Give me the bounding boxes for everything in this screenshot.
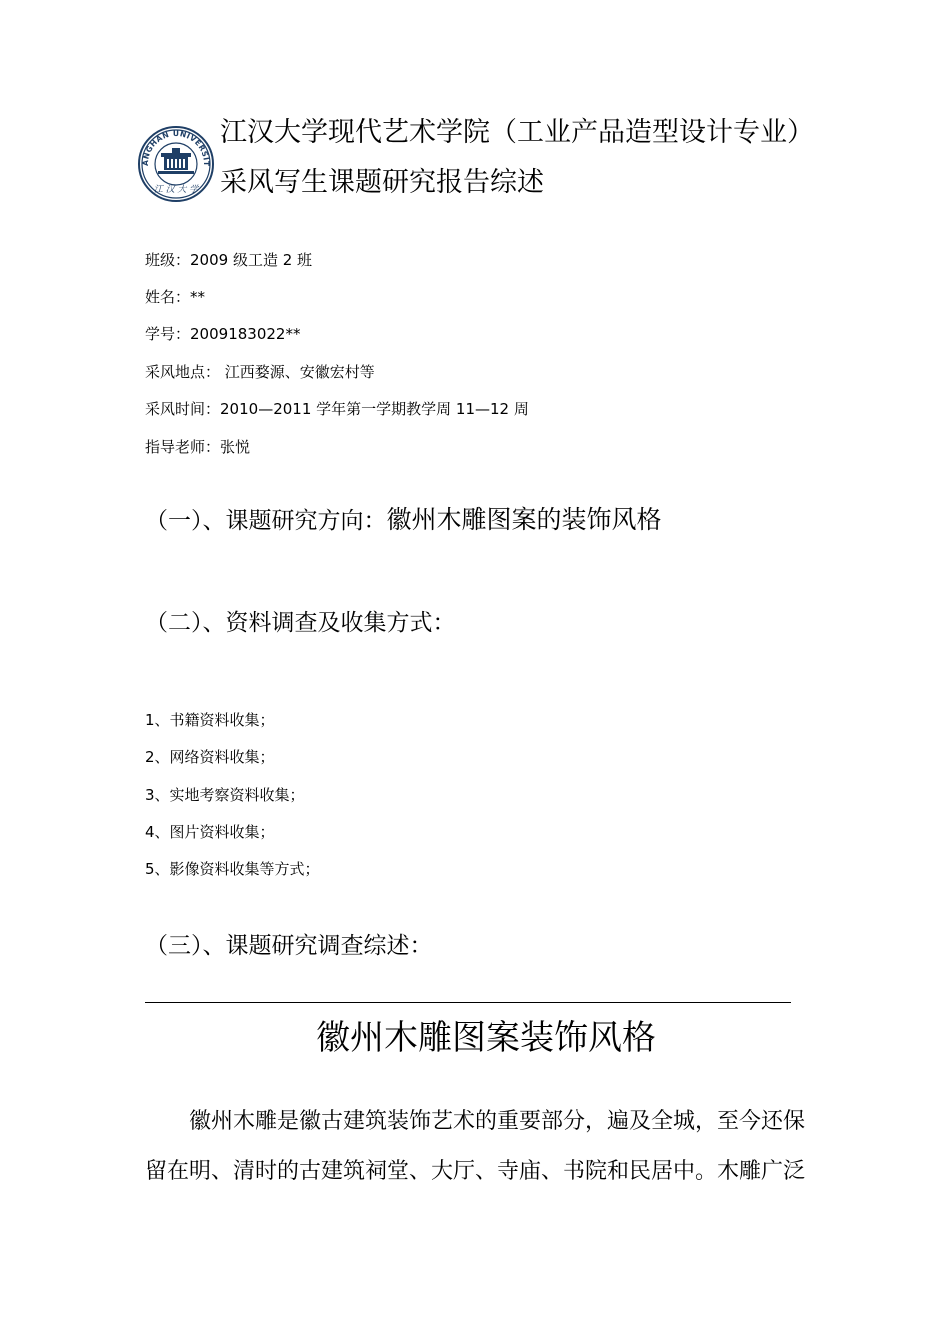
svg-text:江 汉 大 学: 江 汉 大 学 — [153, 185, 199, 195]
name-value: ** — [190, 288, 206, 306]
svg-text:JIANGHAN UNIVERSITY: ANGHAN UNIVERSIT — [140, 128, 212, 167]
horizontal-divider — [145, 1002, 791, 1003]
name-label: 姓名： — [145, 288, 191, 306]
section-data-collection — [145, 604, 456, 637]
student-id-info — [145, 323, 300, 344]
section-research-summary — [145, 927, 433, 960]
teacher-label: 指导老师： — [145, 438, 221, 456]
location-value: 江西婺源、安徽宏村等 — [220, 363, 375, 381]
name-info — [145, 286, 205, 307]
section-1-topic: 徽州木雕图案的装饰风格 — [386, 505, 662, 534]
teacher-value: 张悦 — [220, 438, 251, 456]
teacher-info — [145, 436, 250, 457]
student-id-label: 学号： — [145, 325, 191, 343]
student-id-value: 2009183022** — [190, 325, 301, 343]
article-title: 徽州木雕图案装饰风格 — [316, 1018, 656, 1058]
time-info — [145, 398, 529, 419]
report-title-line-2: 采风写生课题研究报告综述 — [220, 167, 544, 198]
article-paragraph-line-2: 留在明、清时的古建筑祠堂、大厅、寺庙、书院和民居中。木雕广泛 — [145, 1159, 806, 1184]
time-value: 2010—2011 学年第一学期教学周 11—12 周 — [220, 400, 529, 418]
list-item: 4、图片资料收集； — [145, 823, 275, 841]
section-research-direction — [145, 500, 662, 536]
location-info — [145, 361, 375, 382]
university-seal-icon — [138, 126, 214, 202]
report-title-line-1: 江汉大学现代艺术学院（工业产品造型设计专业） — [220, 117, 814, 148]
time-label: 采风时间： — [145, 400, 221, 418]
list-item: 2、网络资料收集； — [145, 748, 275, 766]
class-value: 2009 级工造 2 班 — [190, 251, 313, 269]
section-2-label: （二）、资料调查及收集方式： — [145, 610, 456, 636]
list-item: 3、实地考察资料收集； — [145, 786, 305, 804]
article-paragraph-line-1: 徽州木雕是徽古建筑装饰艺术的重要部分，遍及全城，至今还保 — [189, 1109, 806, 1134]
class-info — [145, 249, 312, 270]
list-item: 5、影像资料收集等方式； — [145, 860, 320, 878]
location-label: 采风地点： — [145, 363, 221, 381]
section-1-label: （一）、课题研究方向： — [145, 508, 387, 534]
section-3-label: （三）、课题研究调查综述： — [145, 933, 433, 959]
list-item: 1、书籍资料收集； — [145, 711, 275, 729]
class-label: 班级： — [145, 251, 191, 269]
